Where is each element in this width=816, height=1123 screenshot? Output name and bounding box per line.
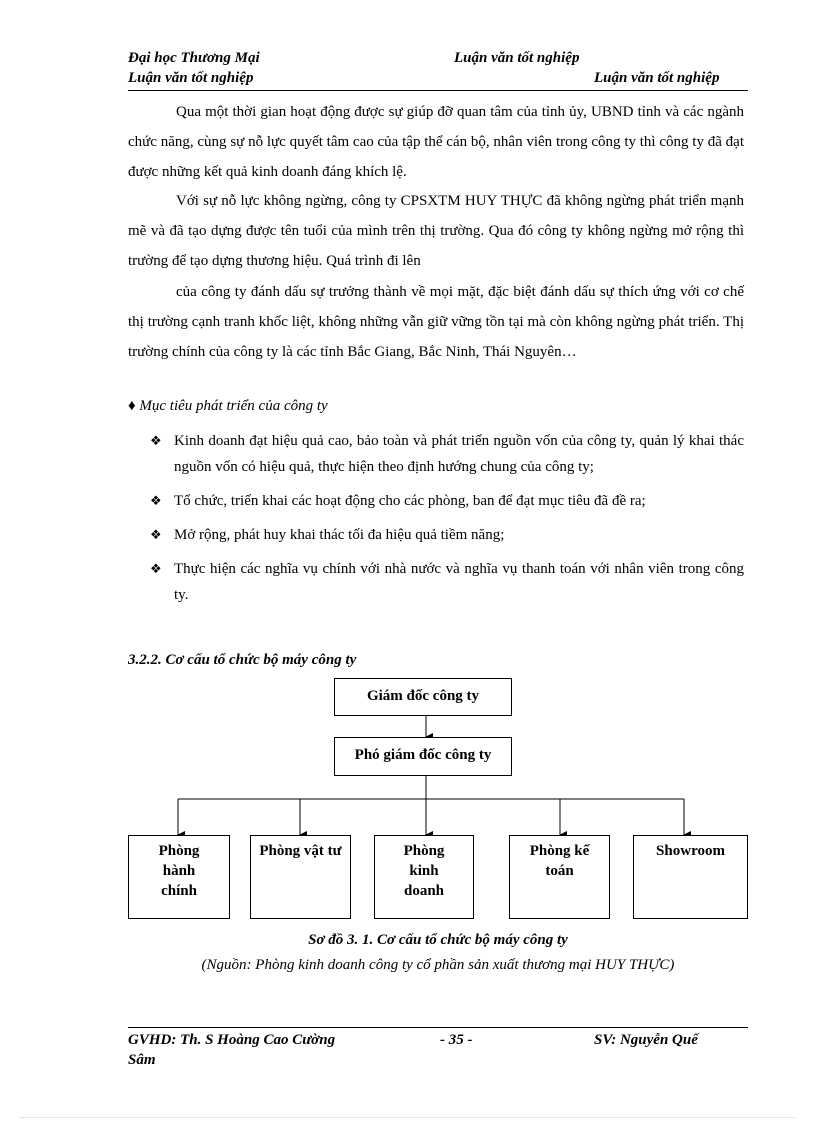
diamond-icon: ♦ <box>128 398 136 414</box>
page-number: - 35 - <box>440 1032 473 1048</box>
diagram-source: (Nguồn: Phòng kinh doanh công ty cổ phần sản xuất thương mại HUY THỰC) <box>201 957 675 973</box>
bullet-icon: ❖ <box>150 527 162 542</box>
list-item: ❖ Thực hiện các nghĩa vụ chính với nhà nước và nghĩa vụ thanh toán với nhân viên trong công ty. <box>150 556 744 608</box>
header-doc-type-left: Luận văn tốt nghiệp <box>128 70 254 86</box>
goals-heading-text: Mục tiêu phát triển của công ty <box>139 398 328 414</box>
list-item: ❖ Mở rộng, phát huy khai thác tối đa hiệu quả tiềm năng; <box>150 522 744 548</box>
header-doc-type-right: Luận văn tốt nghiệp <box>594 70 720 86</box>
box-business-department: Phòng kinh doanh <box>374 835 474 919</box>
bullet-icon: ❖ <box>150 493 162 508</box>
paragraph-1: Qua một thời gian hoạt động được sự giúp đỡ quan tâm của tỉnh ủy, UBND tỉnh và các ngành chức năng, cùng sự nỗ lực quyết tâm cao của tập thể cán bộ, nhân viên trong công ty thì công ty đã đạt được những kết quả kinh doanh đáng khích lệ. <box>128 104 744 180</box>
box-accounting-department: Phòng kế toán <box>509 835 610 919</box>
box-deputy-director: Phó giám đốc công ty <box>334 737 512 776</box>
diagram-caption: Sơ đồ 3. 1. Cơ cấu tổ chức bộ máy công ty <box>308 932 568 948</box>
bullet-icon: ❖ <box>150 561 162 576</box>
box-materials-department: Phòng vật tư <box>250 835 351 919</box>
footer-advisor: GVHD: Th. S Hoàng Cao Cường <box>128 1032 336 1048</box>
header-doc-type: Luận văn tốt nghiệp <box>454 50 580 66</box>
paragraph-2: Với sự nỗ lực không ngừng, công ty CPSXTM HUY THỰC đã không ngừng phát triển mạnh mẽ và đã tạo dựng được tên tuổi của mình trên thị trường. Qua đó công ty không ngừng mở rộng thì trường để tạo dựng thương hiệu. Quá trình đi lên <box>128 193 744 269</box>
footer-rule <box>128 1027 748 1028</box>
list-item: ❖ Tổ chức, triển khai các hoạt động cho các phòng, ban để đạt mục tiêu đã đề ra; <box>150 488 744 514</box>
section-heading: 3.2.2. Cơ cấu tổ chức bộ máy công ty <box>128 652 357 668</box>
header-school: Đại học Thương Mại <box>128 50 260 66</box>
bullet-icon: ❖ <box>150 433 162 448</box>
footer-student: SV: Nguyễn Quế <box>594 1032 698 1048</box>
box-director: Giám đốc công ty <box>334 678 512 716</box>
page-bottom-border <box>20 1117 796 1118</box>
box-showroom: Showroom <box>633 835 748 919</box>
footer-student-name-cont: Sâm <box>128 1052 156 1068</box>
list-item: ❖ Kinh doanh đạt hiệu quả cao, bảo toàn và phát triển nguồn vốn của công ty, quản lý khai thác nguồn vốn có hiệu quả, thực hiện theo định hướng chung của công ty; <box>150 428 744 480</box>
box-admin-department: Phòng hành chính <box>128 835 230 919</box>
paragraph-3: của công ty đánh dấu sự trưởng thành về mọi mặt, đặc biệt đánh dấu sự thích ứng với cơ chế thị trường cạnh tranh khốc liệt, không những vẫn giữ vững tồn tại mà còn không ngừng phát triển. Thị trường chính của công ty là các tỉnh Bắc Giang, Bắc Ninh, Thái Nguyên… <box>128 284 744 360</box>
